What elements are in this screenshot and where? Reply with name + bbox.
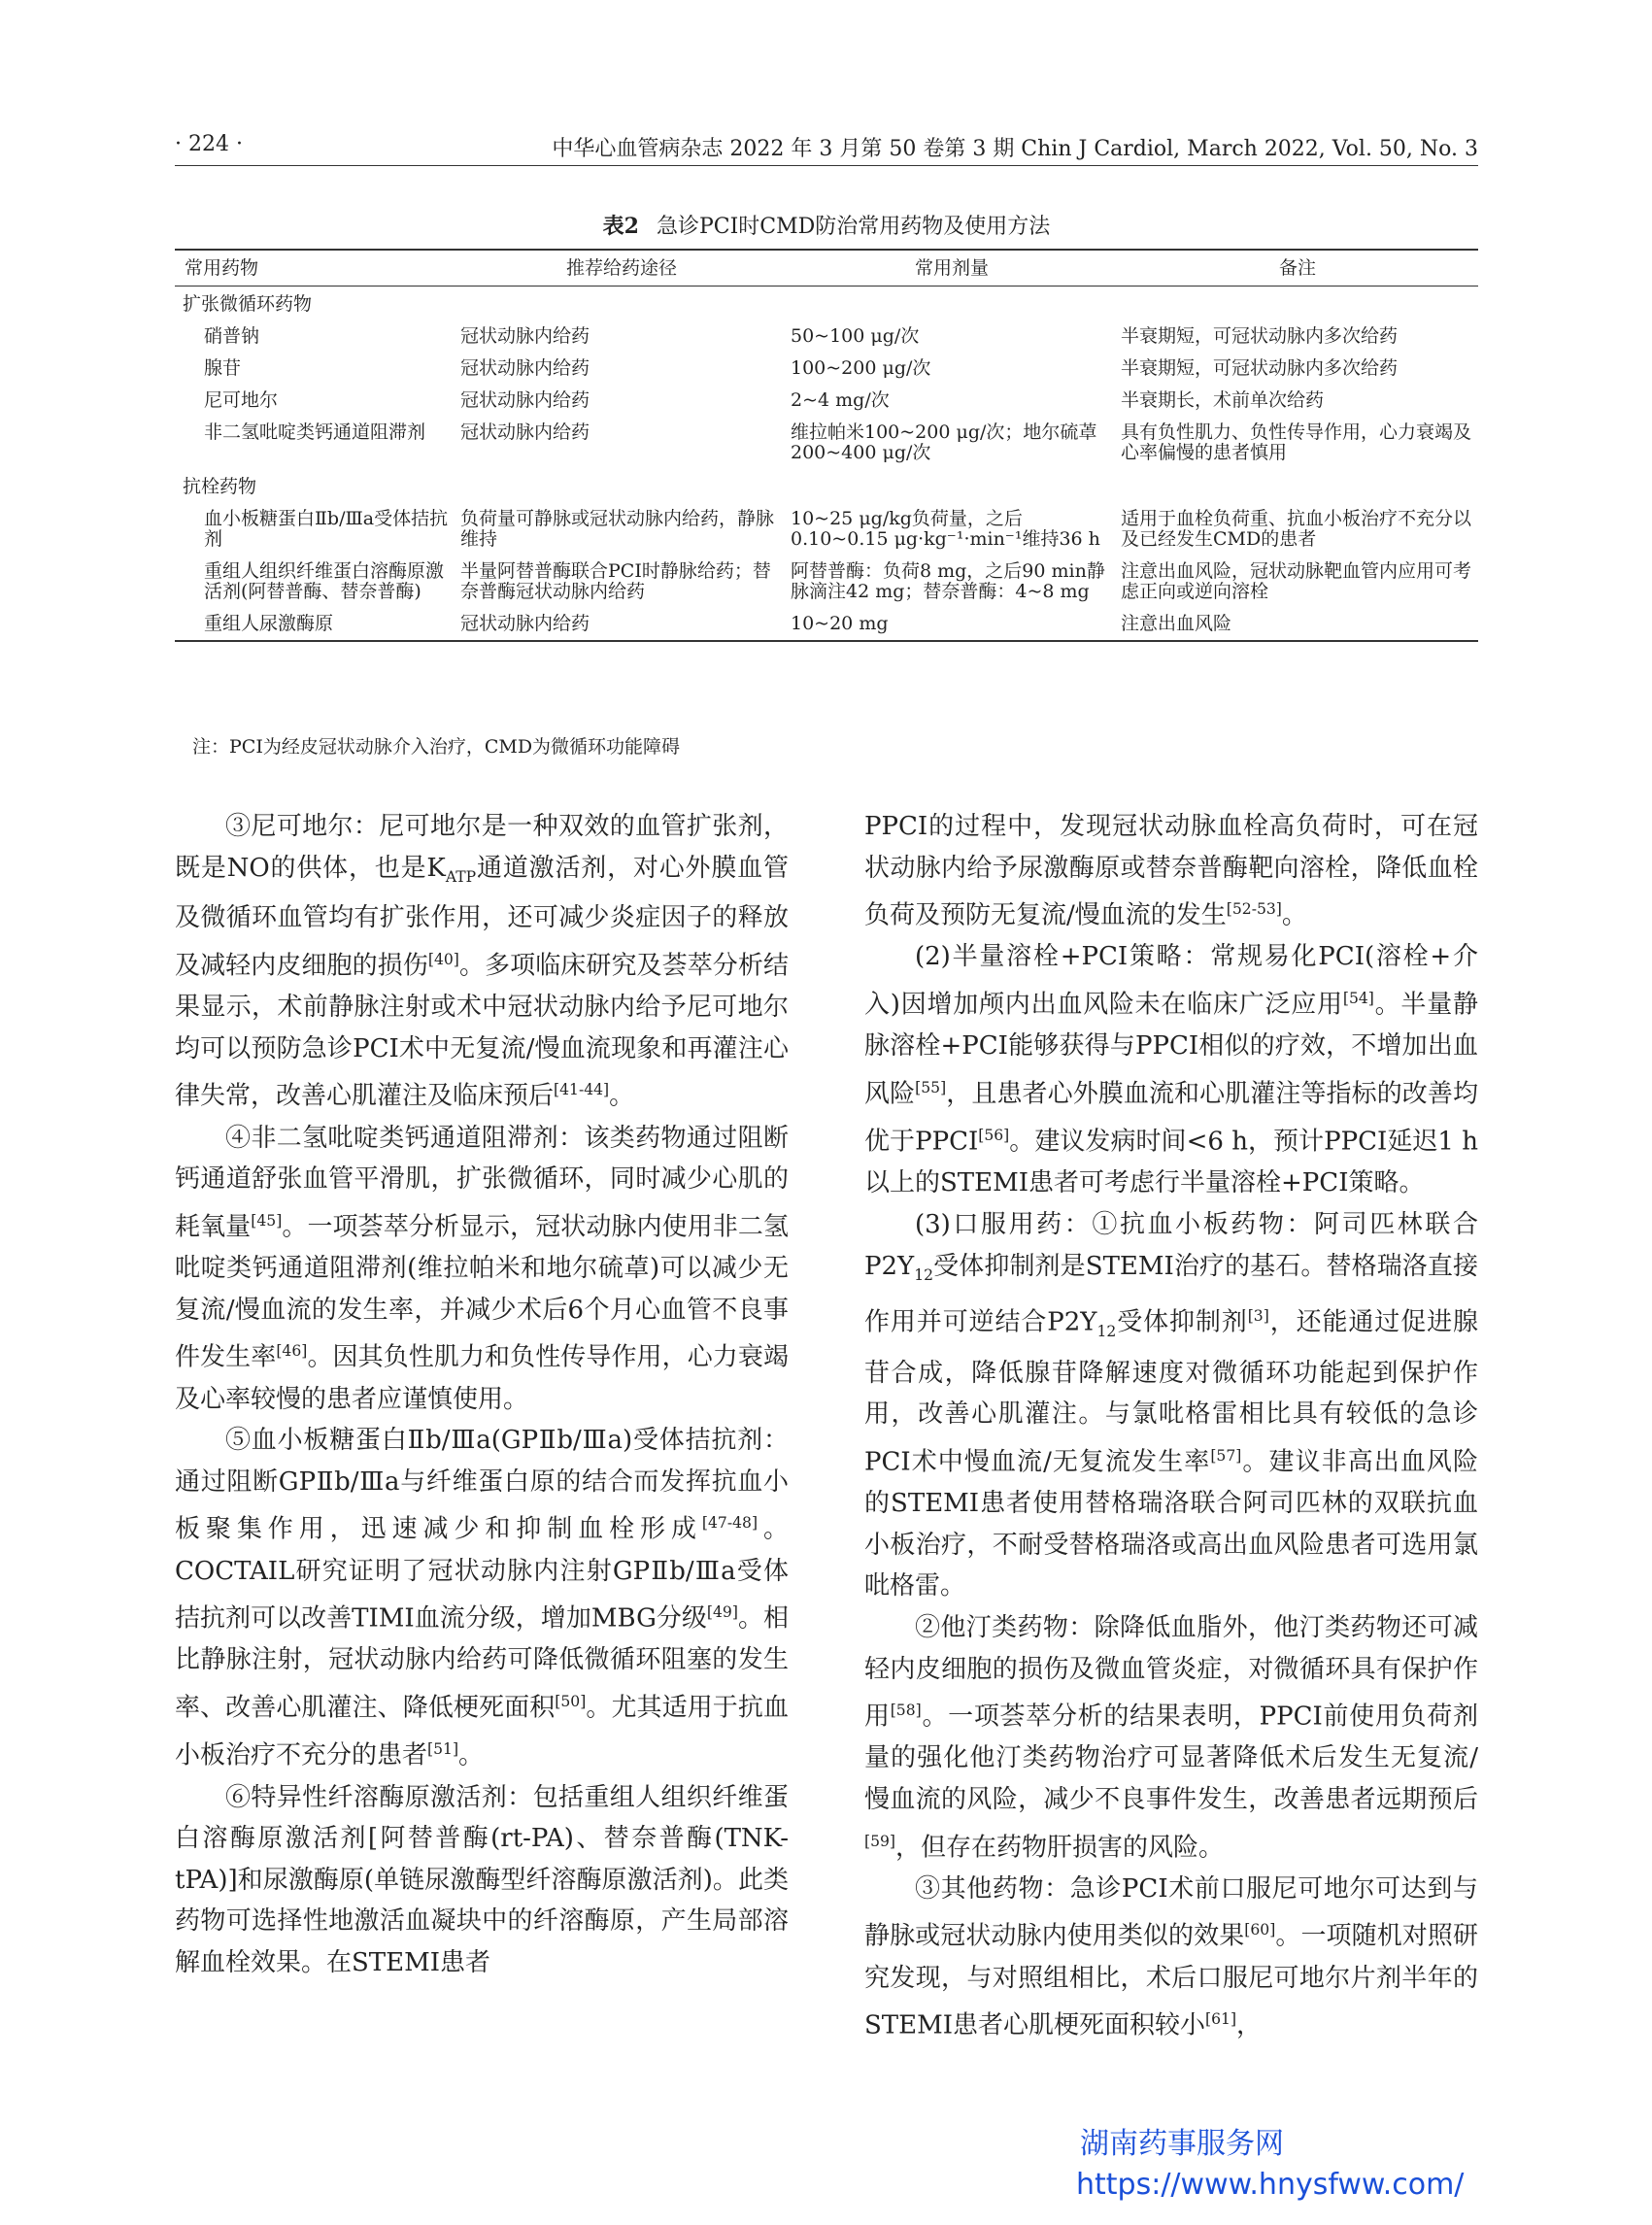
body-paragraph: (3)口服用药：①抗血小板药物：阿司匹林联合$P2Y_{12}$受体抑制剂是STEMI治疗的基石。替格瑞洛直接作用并可逆结合$P2Y_{12}$受体抑制剂[3]，还能通过促进腺苷合成，降低腺苷降解速度对微循环功能起到保护作用，改善心肌灌注。与氯吡格雷相比具有较低的急诊PCI术中慢血流/无复流发生率[57]。建议非高出血风险的STEMI患者使用替格瑞洛联合阿司匹林的双联抗血小板治疗，不耐受替格瑞洛或高出血风险患者可选用氯吡格雷。 xyxy=(864,1209,1478,1601)
header-cell: 备注 xyxy=(1278,256,1316,279)
route-cell: 半量阿替普酶联合PCI时静脉给药；替奈普酶冠状动脉内给药 xyxy=(460,560,771,602)
drug-name: 重组人尿激酶原 xyxy=(204,613,334,634)
body-paragraph: ②他汀类药物：除降低血脂外，他汀类药物还可减轻内皮细胞的损伤及微血管炎症，对微循环具有保护作用[58]。一项荟萃分析的结果表明，PPCI前使用负荷剂量的强化他汀类药物治疗可显著降低术后发生无复流/慢血流的风险，减少不良事件发生，改善患者远期预后[59]，但存在药物肝损害的风险。 xyxy=(864,1613,1478,1863)
table-header-row xyxy=(175,250,1478,287)
dose-cell: 2~4 mg/次 xyxy=(791,389,890,411)
route-cell: 负荷量可静脉或冠状动脉内给药，静脉维持 xyxy=(460,508,775,550)
header-cell: 常用药物 xyxy=(185,256,259,279)
body-paragraph: ③尼可地尔：尼可地尔是一种双效的血管扩张剂，既是NO的供体，也是$K_{ATP}$通道激活剂，对心外膜血管及微循环血管均有扩张作用，还可减少炎症因子的释放及减轻内皮细胞的损伤[40]。多项临床研究及荟萃分析结果显示，术前静脉注射或术中冠状动脉内给予尼可地尔均可以预防急诊PCI术中无复流/慢血流现象和再灌注心律失常，改善心肌灌注及临床预后[41-44]。 xyxy=(175,812,789,1112)
route-cell: 冠状动脉内给药 xyxy=(460,613,590,634)
header-cell: 推荐给药途径 xyxy=(565,256,677,279)
drug-name: 硝普钠 xyxy=(204,325,260,347)
dose-cell: 10~20 mg xyxy=(791,613,889,634)
table-row xyxy=(175,503,1478,556)
remark-cell: 半衰期短，可冠状动脉内多次给药 xyxy=(1121,357,1399,379)
watermark-site-name: 湖南药事服务网 xyxy=(1080,2127,1284,2161)
table-footnote: 注：PCI为经皮冠状动脉介入治疗，CMD为微循环功能障碍 xyxy=(192,736,681,758)
body-paragraph: ⑤血小板糖蛋白Ⅱb/Ⅲa(GPⅡb/Ⅲa)受体拮抗剂：通过阻断GPⅡb/Ⅲa与纤维蛋白原的结合而发挥抗血小板聚集作用，迅速减少和抑制血栓形成[47-48]。COCTAIL研究证明了冠状动脉内注射GPⅡb/Ⅲa受体拮抗剂可以改善TIMI血流分级，增加MBG分级[49]。相比静脉注射，冠状动脉内给药可降低微循环阻塞的发生率、改善心肌灌注、降低梗死面积[50]。尤其适用于抗血小板治疗不充分的患者[51]。 xyxy=(175,1426,789,1770)
right-column xyxy=(864,806,1478,2047)
remark-cell: 适用于血栓负荷重、抗血小板治疗不充分以及已经发生CMD的患者 xyxy=(1121,508,1472,550)
body-paragraph: (2)半量溶栓+PCI策略：常规易化PCI(溶栓+介入)因增加颅内出血风险未在临床广泛应用[54]。半量静脉溶栓+PCI能够获得与PPCI相似的疗效，不增加出血风险[55]，且患者心外膜血流和心肌灌注等指标的改善均优于PPCI[56]。建议发病时间<6 h，预计PPCI延迟1 h以上的STEMI患者可考虑行半量溶栓+PCI策略。 xyxy=(864,942,1479,1198)
drug-name: 血小板糖蛋白Ⅱb/Ⅲa受体拮抗剂 xyxy=(204,508,449,550)
section-label: 抗栓药物 xyxy=(183,476,257,497)
body-paragraph: ④非二氢吡啶类钙通道阻滞剂：该类药物通过阻断钙通道舒张血管平滑肌，扩张微循环，同时减少心肌的耗氧量[45]。一项荟萃分析显示，冠状动脉内使用非二氢吡啶类钙通道阻滞剂(维拉帕米和地尔硫䓬)可以减少无复流/慢血流的发生率，并减少术后6个月心血管不良事件发生率[46]。因其负性肌力和负性传导作用，心力衰竭及心率较慢的患者应谨慎使用。 xyxy=(175,1123,789,1414)
route-cell: 冠状动脉内给药 xyxy=(460,389,590,411)
section-row xyxy=(175,469,1478,503)
journal-citation: 中华心血管病杂志 2022 年 3 月第 50 卷第 3 期 Chin J Cardiol, March 2022, Vol. 50, No. 3 xyxy=(552,137,1478,161)
dose-cell: 阿替普酶：负荷8 mg，之后90 min静脉滴注42 mg；替奈普酶：4~8 mg xyxy=(791,560,1105,602)
route-cell: 冠状动脉内给药 xyxy=(460,357,590,379)
page-number: · 224 · xyxy=(175,132,243,156)
route-cell: 冠状动脉内给药 xyxy=(460,325,590,347)
remark-cell: 半衰期长，术前单次给药 xyxy=(1121,389,1325,411)
body-paragraph: PPCI的过程中，发现冠状动脉血栓高负荷时，可在冠状动脉内给予尿激酶原或替奈普酶靶向溶栓，降低血栓负荷及预防无复流/慢血流的发生[52-53]。 xyxy=(864,812,1478,930)
body-paragraph: ⑥特异性纤溶酶原激活剂：包括重组人组织纤维蛋白溶酶原激活剂[阿替普酶(rt-PA)、替奈普酶(TNK-tPA)]和尿激酶原(单链尿激酶型纤溶酶原激活剂)。此类药物可选择性地激活血凝块中的纤溶酶原，产生局部溶解血栓效果。在STEMI患者 xyxy=(175,1782,789,1977)
remark-cell: 注意出血风险，冠状动脉靶血管内应用可考虑正向或逆向溶栓 xyxy=(1121,560,1472,602)
dose-cell: 100~200 μg/次 xyxy=(791,357,931,379)
dose-cell: 维拉帕米100~200 μg/次；地尔硫䓬200~400 μg/次 xyxy=(791,421,1097,463)
route-cell: 冠状动脉内给药 xyxy=(460,421,590,443)
table-title: 急诊PCI时CMD防治常用药物及使用方法 xyxy=(656,215,1051,239)
header-cell: 常用剂量 xyxy=(914,256,989,279)
dose-cell: 50~100 μg/次 xyxy=(791,325,920,347)
left-column xyxy=(175,806,789,1983)
drug-table xyxy=(175,249,1478,642)
section-row xyxy=(175,287,1478,321)
section-label: 扩张微循环药物 xyxy=(183,293,313,315)
table-row xyxy=(175,353,1478,385)
remark-cell: 注意出血风险 xyxy=(1121,613,1232,634)
table-row xyxy=(175,385,1478,417)
table-row xyxy=(175,417,1478,469)
table-label: 表2 xyxy=(602,214,639,239)
table-row xyxy=(175,556,1478,608)
watermark-url[interactable]: https://www.hnysfww.com/ xyxy=(1076,2168,1465,2202)
table-caption xyxy=(175,210,1478,240)
drug-name: 重组人组织纤维蛋白溶酶原激活剂(阿替普酶、替奈普酶) xyxy=(204,560,445,602)
dose-cell: 10~25 μg/kg负荷量，之后0.10~0.15 μg·kg⁻¹·min⁻¹维持36 h xyxy=(791,508,1100,550)
drug-name: 非二氢吡啶类钙通道阻滞剂 xyxy=(204,421,426,443)
drug-name: 腺苷 xyxy=(204,357,242,379)
table-row xyxy=(175,320,1478,353)
remark-cell: 具有负性肌力、负性传导作用，心力衰竭及心率偏慢的患者慎用 xyxy=(1121,421,1472,463)
running-header xyxy=(175,132,1478,166)
drug-name: 尼可地尔 xyxy=(204,389,279,411)
remark-cell: 半衰期短，可冠状动脉内多次给药 xyxy=(1121,325,1399,347)
table-row xyxy=(175,608,1478,641)
body-paragraph: ③其他药物：急诊PCI术前口服尼可地尔可达到与静脉或冠状动脉内使用类似的效果[60]。一项随机对照研究发现，与对照组相比，术后口服尼可地尔片剂半年的STEMI患者心肌梗死面积较小[61]， xyxy=(864,1873,1478,2040)
